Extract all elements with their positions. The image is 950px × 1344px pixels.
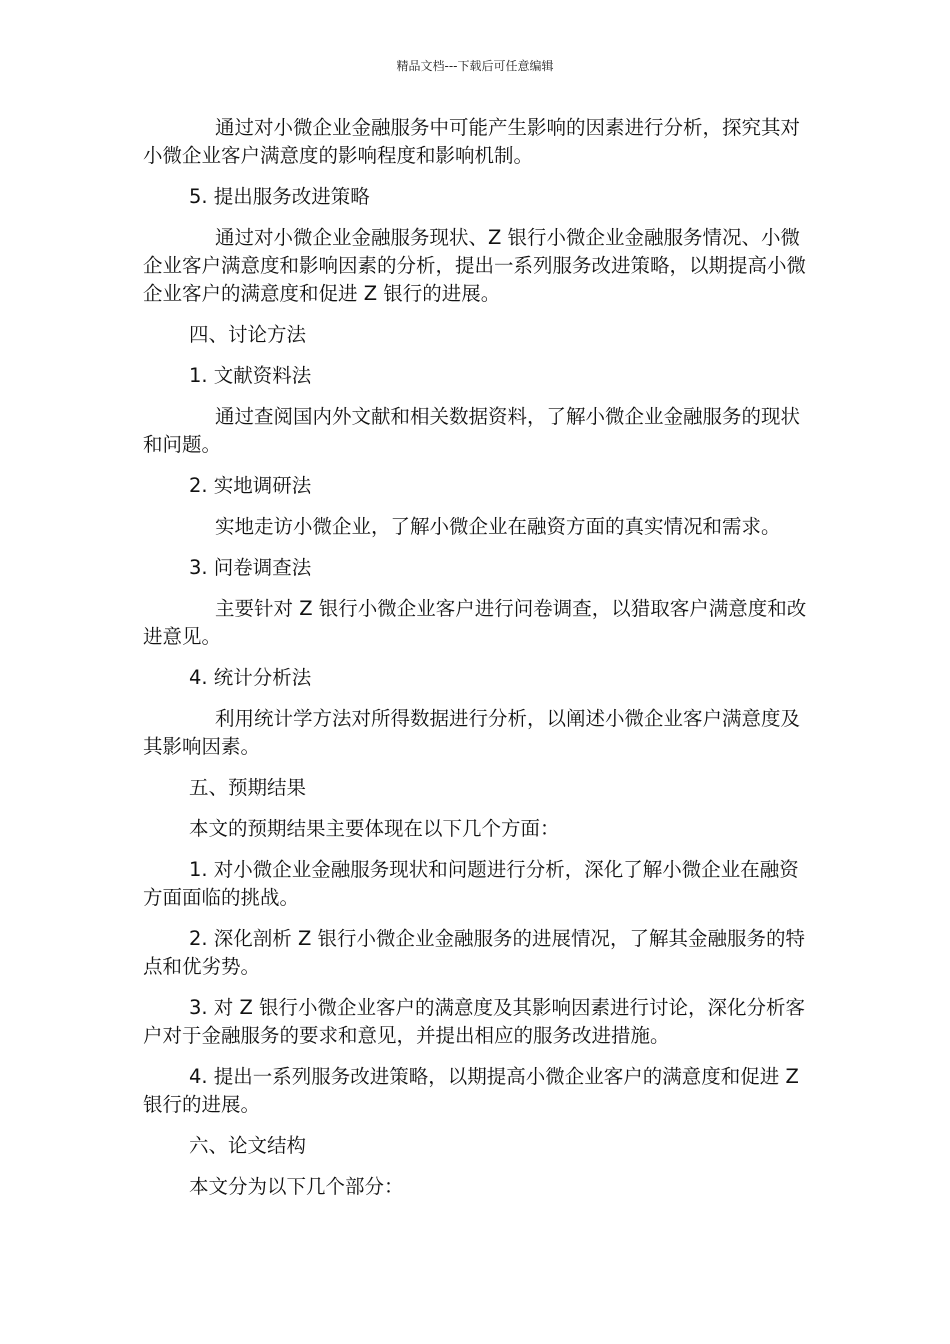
section-item: 4. 统计分析法 <box>189 666 312 689</box>
page-header: 精品文档---下载后可任意编辑 <box>396 59 554 73</box>
paragraph: 实地走访小微企业，了解小微企业在融资方面的真实情况和需求。 <box>215 515 781 538</box>
section-item: 2. 实地调研法 <box>189 474 312 497</box>
section-heading: 六、论文结构 <box>189 1134 307 1157</box>
list-item: 2. 深化剖析 Z 银行小微企业金融服务的进展情况，了解其金融服务的特点和优劣势。 <box>143 927 806 978</box>
section-item: 5. 提出服务改进策略 <box>189 185 370 208</box>
section-heading: 四、讨论方法 <box>189 323 307 346</box>
section-item: 1. 文献资料法 <box>189 364 312 387</box>
list-item: 3. 对 Z 银行小微企业客户的满意度及其影响因素进行讨论，深化分析客户对于金融服务的要求和意见，并提出相应的服务改进措施。 <box>143 996 806 1047</box>
paragraph: 本文分为以下几个部分： <box>189 1175 404 1198</box>
list-item: 4. 提出一系列服务改进策略，以期提高小微企业客户的满意度和促进 Z 银行的进展。 <box>143 1065 799 1116</box>
section-heading: 五、预期结果 <box>189 776 307 799</box>
list-item: 1. 对小微企业金融服务现状和问题进行分析，深化了解小微企业在融资方面面临的挑战。 <box>143 858 799 909</box>
section-item: 3. 问卷调查法 <box>189 556 312 579</box>
paragraph: 通过查阅国内外文献和相关数据资料，了解小微企业金融服务的现状和问题。 <box>143 405 801 456</box>
paragraph: 通过对小微企业金融服务中可能产生影响的因素进行分析，探究其对小微企业客户满意度的影响程度和影响机制。 <box>143 116 801 167</box>
paragraph: 通过对小微企业金融服务现状、Z 银行小微企业金融服务情况、小微企业客户满意度和影响因素的分析，提出一系列服务改进策略，以期提高小微企业客户的满意度和促进 Z 银行的进展。 <box>143 226 807 305</box>
paragraph: 主要针对 Z 银行小微企业客户进行问卷调查，以猎取客户满意度和改进意见。 <box>143 597 807 648</box>
document-body <box>143 114 808 1201</box>
paragraph: 利用统计学方法对所得数据进行分析，以阐述小微企业客户满意度及其影响因素。 <box>143 707 801 758</box>
paragraph: 本文的预期结果主要体现在以下几个方面： <box>189 817 560 840</box>
